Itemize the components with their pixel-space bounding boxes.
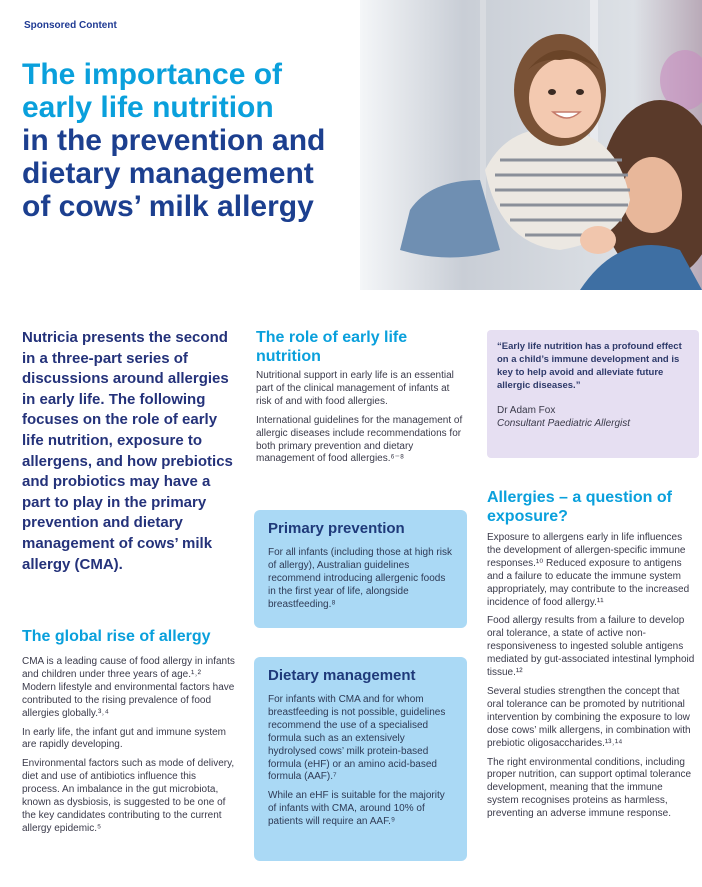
paragraph: Several studies strengthen the concept that oral tolerance can be promoted by nutritional intervention by combining the exposure to low dose cows’ milk allergens, in combination with prebiotic oligosaccharides.¹³˒¹⁴ <box>487 685 691 749</box>
dietary-management-heading: Dietary management <box>268 667 416 684</box>
dietary-management-box <box>254 657 467 861</box>
paragraph: CMA is a leading cause of food allergy in infants and children under three years of age.¹˒² Modern lifestyle and environmental factors have contributed to the rising prevalence of food allergies globally.³˒⁴ <box>22 656 235 719</box>
global-rise-heading: The global rise of allergy <box>22 628 211 645</box>
primary-prevention-heading: Primary prevention <box>268 520 405 537</box>
global-rise-body <box>22 656 236 842</box>
title-line: dietary management <box>22 157 314 190</box>
exposure-body <box>487 532 695 827</box>
paragraph: Nutritional support in early life is an essential part of the clinical management of infants at risk of and with food allergies. <box>256 370 454 407</box>
intro-text: Nutricia presents the second in a three-part series of discussions around allergies in early life. The following focuses on the role of early life nutrition, exposure to allergens, and how prebiotics and probiotics may have a part to play in the primary prevention and dietary management of cows’ milk allergy (CMA). <box>22 329 233 573</box>
title-line: in the prevention and <box>22 124 326 157</box>
role-heading: The role of early life nutrition <box>256 329 408 365</box>
paragraph: Exposure to allergens early in life influences the development of allergen-specific immune responses.¹⁰ Reduced exposure to antigens and a failure to educate the immune system appropriately, may contribute to the increased incidence of food allergy.¹¹ <box>487 532 690 608</box>
quote-text: “Early life nutrition has a profound effect on a child’s immune development and is key to help avoid and alleviate future allergic diseases.” <box>497 341 682 391</box>
quote-author-role: Consultant Paediatric Allergist <box>497 418 631 429</box>
paragraph: For all infants (including those at high risk of allergy), Australian guidelines recommend introducing allergenic foods in the first year of life, alongside breastfeeding.⁸ <box>268 547 452 610</box>
paragraph: Environmental factors such as mode of delivery, diet and use of antibiotics influence this process. An imbalance in the gut microbiota, known as dysbiosis, is suggested to be one of the key candidates contributing to the current allergy epidemic.⁵ <box>22 758 235 834</box>
paragraph: The right environmental conditions, including proper nutrition, can support optimal tolerance development, meaning that the immune system recognises proteins as harmless, preventing an adverse immune response. <box>487 756 692 820</box>
quote-box <box>487 330 699 458</box>
role-body <box>256 370 466 472</box>
hero-banner <box>0 0 702 290</box>
sponsored-label: Sponsored Content <box>24 20 117 31</box>
paragraph: While an eHF is suitable for the majority of infants with CMA, around 10% of patients will require an AAF.⁹ <box>268 790 445 828</box>
title-line: of cows’ milk allergy <box>22 190 314 223</box>
paragraph: International guidelines for the management of allergic diseases include recommendations for both primary prevention and dietary management of food allergies.⁶⁻⁸ <box>256 414 463 465</box>
mother-and-child-photo <box>360 0 702 290</box>
title-line: The importance of <box>22 58 283 91</box>
quote-author: Dr Adam Fox <box>497 405 556 416</box>
page-title <box>22 58 382 223</box>
exposure-heading: Allergies – a question of exposure? <box>487 489 672 525</box>
title-line: early life nutrition <box>22 91 274 124</box>
paragraph: For infants with CMA and for whom breastfeeding is not possible, guidelines recommend the use of a specialised formula such as an extensively hydrolysed cows’ milk protein-based formula (eHF) or an amino acid-based formula (AAF).⁷ <box>268 694 446 783</box>
paragraph: Food allergy results from a failure to develop oral tolerance, a state of active non-responsiveness to ingested soluble antigens mediated by gut-associated intestinal lymphoid tissue.¹² <box>487 615 695 679</box>
primary-prevention-box <box>254 510 467 628</box>
paragraph: In early life, the infant gut and immune system are rapidly developing. <box>22 726 226 751</box>
